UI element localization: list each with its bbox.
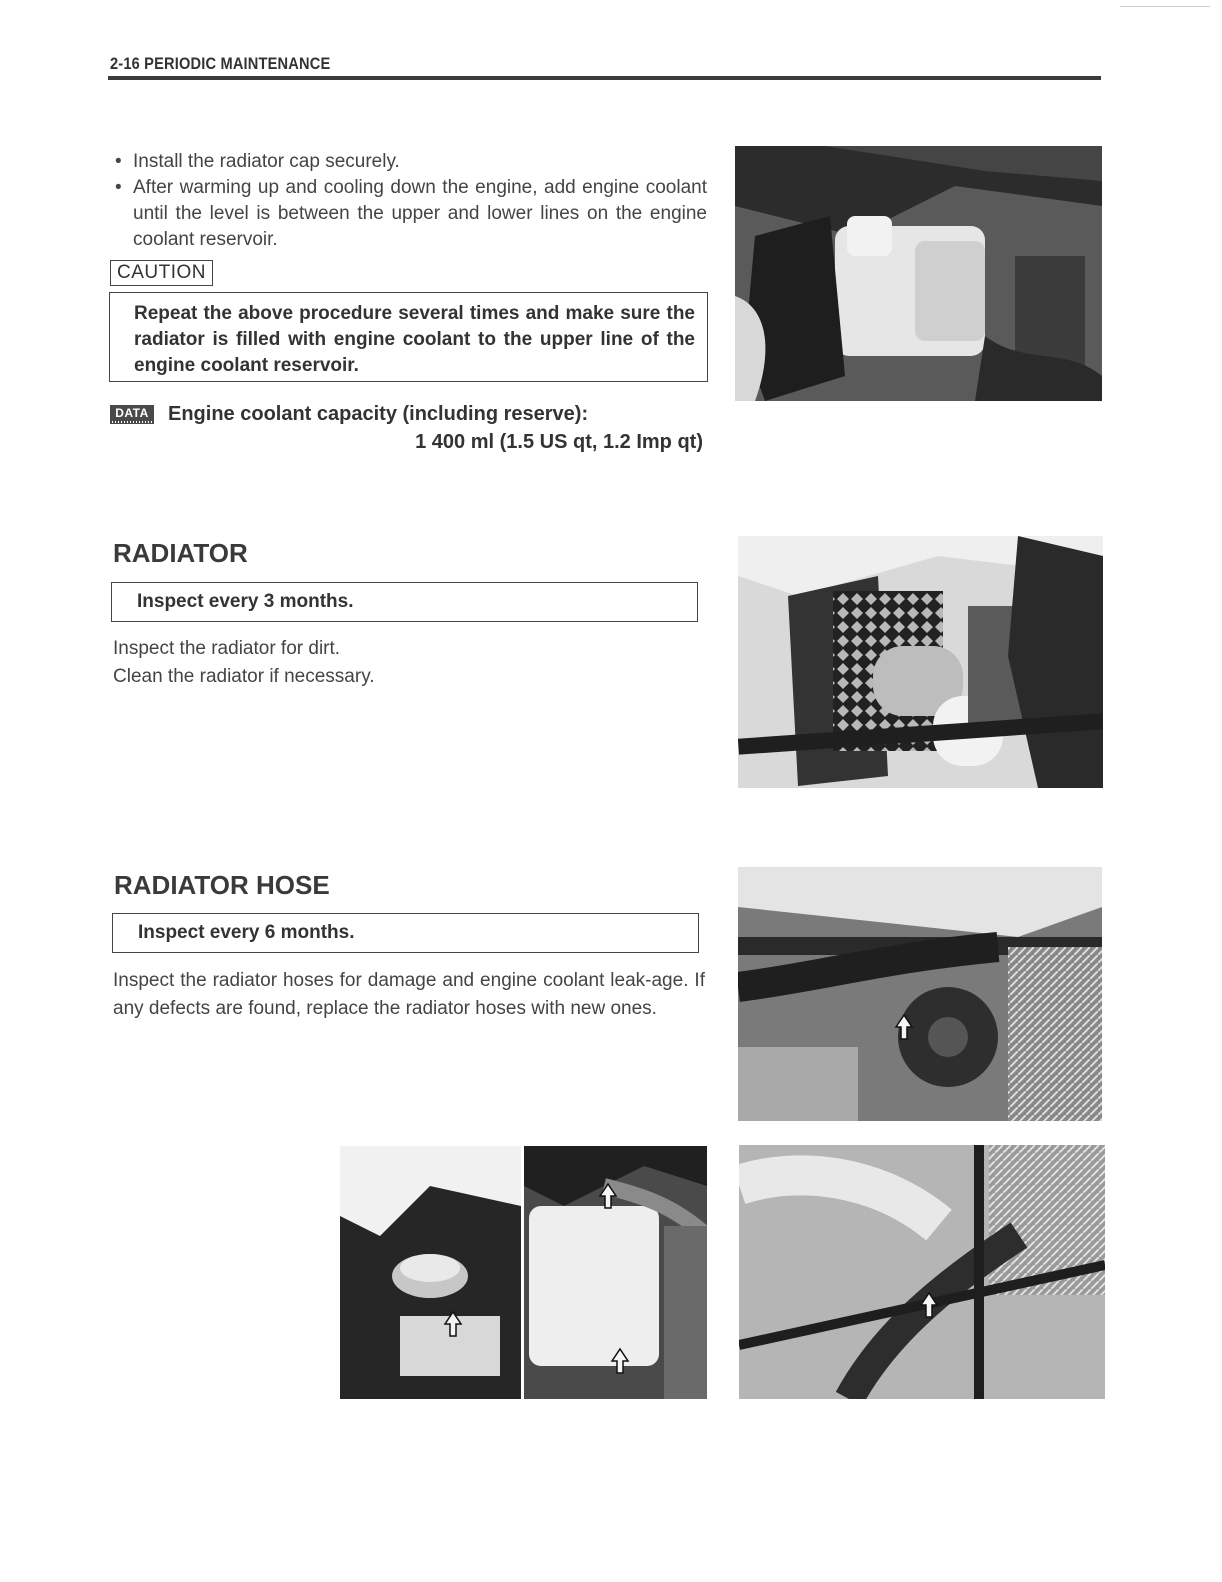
photo-radiator-cap [340,1146,521,1399]
text-line: Inspect the radiator for dirt. [113,638,341,659]
data-icon-label: DATA [115,406,149,420]
photo-reservoir-hoses [524,1146,707,1399]
photo-radiator-hose-upper [738,867,1102,1121]
section-title-radiator-hose: RADIATOR HOSE [114,870,330,900]
photo-radiator-hose-lower [739,1145,1105,1399]
page-header: 2-16 PERIODIC MAINTENANCE [110,54,331,73]
bullet-dot: • [115,177,122,198]
radiator-text [113,635,375,691]
data-icon-ruler [112,421,152,423]
bullet-dot: • [115,151,122,172]
spec-label: Engine coolant capacity (including reserve): [168,403,589,425]
section-title-radiator: RADIATOR [113,538,248,568]
data-icon [110,405,154,424]
coolant-bullet-list [112,149,707,253]
interval-box-radiator: Inspect every 3 months. [111,582,698,622]
text-line: Clean the radiator if necessary. [113,666,375,687]
photo-radiator [738,536,1103,788]
header-rule [108,76,1101,80]
photo-coolant-reservoir [735,146,1102,401]
caution-box: Repeat the above procedure several times and make sure the radiator is filled with engine coolant to the upper line of the engine coolant reservoir. [109,292,708,382]
radiator-hose-text: Inspect the radiator hoses for damage and engine coolant leak-age. If any defects are found, replace the radiator hoses with new ones. [113,970,705,1019]
bullet-item [112,149,707,175]
spec-value: 1 400 ml (1.5 US qt, 1.2 Imp qt) [415,431,703,453]
scan-corner-mark [1120,6,1210,7]
bullet-text: After warming up and cooling down the engine, add engine coolant until the level is between the upper and lower lines on the engine coolant reservoir. [133,177,707,250]
bullet-text: Install the radiator cap securely. [133,151,400,172]
interval-box-radiator-hose: Inspect every 6 months. [112,913,699,953]
caution-label: CAUTION [110,260,213,286]
bullet-item [112,175,707,253]
